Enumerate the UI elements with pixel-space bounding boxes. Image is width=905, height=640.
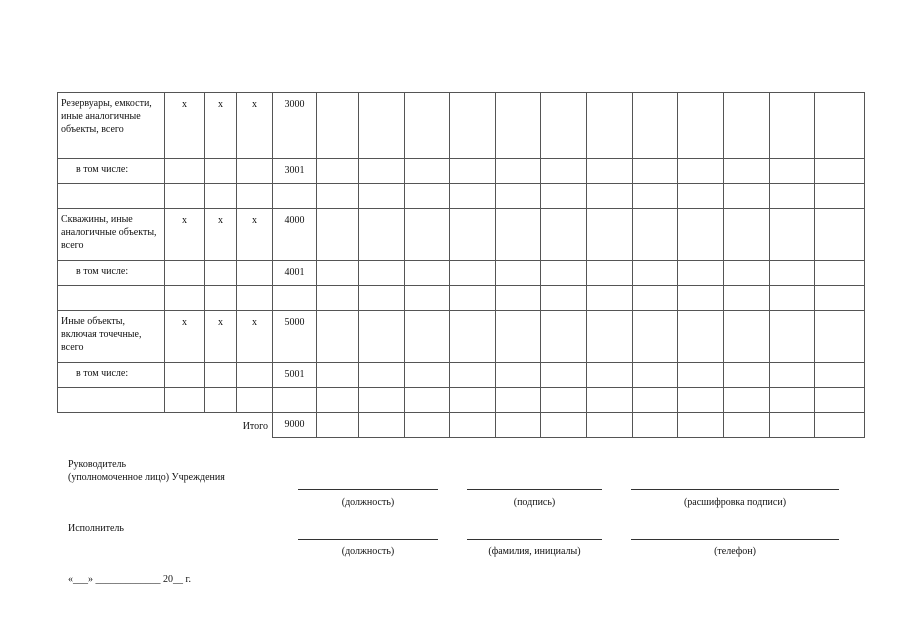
total-code: 9000 xyxy=(273,413,317,438)
input-cell[interactable] xyxy=(633,93,678,159)
input-cell[interactable] xyxy=(237,388,273,413)
head-label-line1: Руководитель xyxy=(68,459,127,470)
input-cell[interactable] xyxy=(633,413,678,438)
input-cell[interactable] xyxy=(770,184,815,209)
input-cell[interactable] xyxy=(496,286,541,311)
input-cell[interactable] xyxy=(815,159,865,184)
input-cell[interactable] xyxy=(165,363,205,388)
input-cell[interactable] xyxy=(633,184,678,209)
table-row xyxy=(58,209,865,261)
input-cell[interactable] xyxy=(678,413,724,438)
input-cell[interactable] xyxy=(165,159,205,184)
input-cell[interactable] xyxy=(317,413,359,438)
table-row xyxy=(58,286,865,311)
input-cell[interactable] xyxy=(405,209,450,261)
input-cell[interactable] xyxy=(724,209,770,261)
input-cell[interactable] xyxy=(450,261,496,286)
input-cell[interactable] xyxy=(450,388,496,413)
input-cell[interactable] xyxy=(633,159,678,184)
input-cell[interactable] xyxy=(633,286,678,311)
input-cell[interactable] xyxy=(496,363,541,388)
input-cell[interactable] xyxy=(541,184,587,209)
input-cell[interactable] xyxy=(587,413,633,438)
table-row xyxy=(58,261,865,286)
input-cell[interactable] xyxy=(237,261,273,286)
input-cell[interactable] xyxy=(317,159,359,184)
input-cell[interactable] xyxy=(205,286,237,311)
signature-decoding-line[interactable] xyxy=(631,489,839,490)
cell-x: x xyxy=(237,209,273,261)
signature-caption: (подпись) xyxy=(513,497,556,508)
input-cell[interactable] xyxy=(678,286,724,311)
cell-x: x xyxy=(205,311,237,363)
cell-x: x xyxy=(237,311,273,363)
head-label-line2: (уполномоченное лицо) Учреждения xyxy=(68,472,225,483)
row-code: 3001 xyxy=(273,159,317,184)
input-cell[interactable] xyxy=(770,388,815,413)
table-row xyxy=(58,363,865,388)
table-row xyxy=(58,93,865,159)
input-cell[interactable] xyxy=(541,388,587,413)
input-cell[interactable] xyxy=(541,93,587,159)
input-cell[interactable] xyxy=(450,363,496,388)
input-cell[interactable] xyxy=(405,261,450,286)
row-code: 3000 xyxy=(273,93,317,159)
row-name xyxy=(58,184,165,209)
input-cell[interactable] xyxy=(317,286,359,311)
input-cell[interactable] xyxy=(205,261,237,286)
input-cell[interactable] xyxy=(815,261,865,286)
input-cell[interactable] xyxy=(205,184,237,209)
input-cell[interactable] xyxy=(359,286,405,311)
input-cell[interactable] xyxy=(724,184,770,209)
input-cell[interactable] xyxy=(273,184,317,209)
input-cell[interactable] xyxy=(678,159,724,184)
total-label: Итого xyxy=(242,421,268,432)
input-cell[interactable] xyxy=(770,159,815,184)
cell-x: x xyxy=(165,93,205,159)
input-cell[interactable] xyxy=(450,311,496,363)
row-name: в том числе: xyxy=(58,159,165,184)
input-cell[interactable] xyxy=(317,209,359,261)
input-cell[interactable] xyxy=(724,286,770,311)
input-cell[interactable] xyxy=(496,184,541,209)
table-row xyxy=(58,311,865,363)
input-cell[interactable] xyxy=(317,311,359,363)
input-cell[interactable] xyxy=(724,388,770,413)
input-cell[interactable] xyxy=(450,184,496,209)
input-cell[interactable] xyxy=(724,93,770,159)
input-cell[interactable] xyxy=(587,363,633,388)
input-cell[interactable] xyxy=(541,261,587,286)
input-cell[interactable] xyxy=(587,286,633,311)
input-cell[interactable] xyxy=(724,261,770,286)
input-cell[interactable] xyxy=(359,93,405,159)
input-cell[interactable] xyxy=(633,363,678,388)
executor-name-caption: (фамилия, инициалы) xyxy=(488,546,581,557)
input-cell[interactable] xyxy=(770,209,815,261)
input-cell[interactable] xyxy=(165,286,205,311)
cell-x: x xyxy=(165,311,205,363)
total-row xyxy=(58,413,865,438)
executor-label: Исполнитель xyxy=(68,523,124,534)
input-cell[interactable] xyxy=(405,388,450,413)
input-cell[interactable] xyxy=(205,363,237,388)
report-table xyxy=(57,92,865,438)
row-name: в том числе: xyxy=(58,363,165,388)
cell-x: x xyxy=(165,209,205,261)
executor-position-line[interactable] xyxy=(298,539,438,540)
input-cell[interactable] xyxy=(633,311,678,363)
input-cell[interactable] xyxy=(450,286,496,311)
input-cell[interactable] xyxy=(541,413,587,438)
input-cell[interactable] xyxy=(450,209,496,261)
input-cell[interactable] xyxy=(815,209,865,261)
executor-position-caption: (должность) xyxy=(341,546,395,557)
input-cell[interactable] xyxy=(450,93,496,159)
input-cell[interactable] xyxy=(587,93,633,159)
input-cell[interactable] xyxy=(496,209,541,261)
position-line[interactable] xyxy=(298,489,438,490)
row-name xyxy=(58,286,165,311)
input-cell[interactable] xyxy=(633,209,678,261)
input-cell[interactable] xyxy=(587,311,633,363)
input-cell[interactable] xyxy=(496,159,541,184)
input-cell[interactable] xyxy=(678,388,724,413)
input-cell[interactable] xyxy=(496,93,541,159)
input-cell[interactable] xyxy=(541,286,587,311)
head-label xyxy=(68,458,225,484)
position-caption: (должность) xyxy=(341,497,395,508)
input-cell[interactable] xyxy=(541,363,587,388)
executor-name-line[interactable] xyxy=(467,539,602,540)
input-cell[interactable] xyxy=(237,159,273,184)
executor-phone-caption: (телефон) xyxy=(714,546,756,557)
row-name xyxy=(58,388,165,413)
input-cell[interactable] xyxy=(770,311,815,363)
table-row xyxy=(58,159,865,184)
input-cell[interactable] xyxy=(165,261,205,286)
row-name: Иные объекты, включая точечные, всего xyxy=(58,311,165,363)
input-cell[interactable] xyxy=(359,311,405,363)
input-cell[interactable] xyxy=(359,261,405,286)
input-cell[interactable] xyxy=(678,184,724,209)
input-cell[interactable] xyxy=(359,388,405,413)
cell-x: x xyxy=(237,93,273,159)
table-row xyxy=(58,388,865,413)
input-cell[interactable] xyxy=(815,413,865,438)
input-cell[interactable] xyxy=(724,159,770,184)
input-cell[interactable] xyxy=(405,363,450,388)
input-cell[interactable] xyxy=(541,311,587,363)
input-cell[interactable] xyxy=(317,184,359,209)
row-code: 5001 xyxy=(273,363,317,388)
row-code: 4001 xyxy=(273,261,317,286)
input-cell[interactable] xyxy=(770,93,815,159)
input-cell[interactable] xyxy=(633,388,678,413)
input-cell[interactable] xyxy=(815,311,865,363)
input-cell[interactable] xyxy=(450,159,496,184)
input-cell[interactable] xyxy=(678,209,724,261)
input-cell[interactable] xyxy=(405,93,450,159)
signature-line[interactable] xyxy=(467,489,602,490)
input-cell[interactable] xyxy=(165,388,205,413)
input-cell[interactable] xyxy=(237,363,273,388)
input-cell[interactable] xyxy=(273,286,317,311)
row-name: Резервуары, емкости, иные аналогичные объекты, всего xyxy=(58,93,165,159)
input-cell[interactable] xyxy=(724,413,770,438)
input-cell[interactable] xyxy=(237,184,273,209)
input-cell[interactable] xyxy=(724,311,770,363)
input-cell[interactable] xyxy=(587,388,633,413)
input-cell[interactable] xyxy=(678,363,724,388)
row-code: 4000 xyxy=(273,209,317,261)
input-cell[interactable] xyxy=(359,184,405,209)
input-cell[interactable] xyxy=(541,209,587,261)
input-cell[interactable] xyxy=(770,363,815,388)
input-cell[interactable] xyxy=(450,413,496,438)
input-cell[interactable] xyxy=(496,413,541,438)
cell-x: x xyxy=(205,93,237,159)
input-cell[interactable] xyxy=(405,413,450,438)
input-cell[interactable] xyxy=(541,159,587,184)
input-cell[interactable] xyxy=(317,261,359,286)
input-cell[interactable] xyxy=(317,363,359,388)
input-cell[interactable] xyxy=(633,261,678,286)
input-cell[interactable] xyxy=(770,286,815,311)
input-cell[interactable] xyxy=(815,388,865,413)
input-cell[interactable] xyxy=(815,93,865,159)
input-cell[interactable] xyxy=(678,93,724,159)
input-cell[interactable] xyxy=(678,311,724,363)
input-cell[interactable] xyxy=(359,209,405,261)
input-cell[interactable] xyxy=(237,286,273,311)
input-cell[interactable] xyxy=(317,388,359,413)
input-cell[interactable] xyxy=(770,413,815,438)
row-name: Скважины, иные аналогичные объекты, всего xyxy=(58,209,165,261)
executor-phone-line[interactable] xyxy=(631,539,839,540)
input-cell[interactable] xyxy=(165,184,205,209)
signature-decoding-caption: (расшифровка подписи) xyxy=(683,497,787,508)
input-cell[interactable] xyxy=(587,209,633,261)
input-cell[interactable] xyxy=(724,363,770,388)
input-cell[interactable] xyxy=(317,93,359,159)
input-cell[interactable] xyxy=(815,184,865,209)
input-cell[interactable] xyxy=(815,286,865,311)
input-cell[interactable] xyxy=(587,159,633,184)
input-cell[interactable] xyxy=(587,184,633,209)
input-cell[interactable] xyxy=(405,286,450,311)
input-cell[interactable] xyxy=(405,311,450,363)
input-cell[interactable] xyxy=(359,159,405,184)
input-cell[interactable] xyxy=(587,261,633,286)
row-code: 5000 xyxy=(273,311,317,363)
input-cell[interactable] xyxy=(359,413,405,438)
input-cell[interactable] xyxy=(496,388,541,413)
table-row xyxy=(58,184,865,209)
input-cell[interactable] xyxy=(205,159,237,184)
input-cell[interactable] xyxy=(405,184,450,209)
input-cell[interactable] xyxy=(405,159,450,184)
date-field[interactable]: «___» _____________ 20__ г. xyxy=(68,574,191,585)
input-cell[interactable] xyxy=(815,363,865,388)
input-cell[interactable] xyxy=(359,363,405,388)
row-name: в том числе: xyxy=(58,261,165,286)
input-cell[interactable] xyxy=(770,261,815,286)
input-cell[interactable] xyxy=(496,311,541,363)
input-cell[interactable] xyxy=(678,261,724,286)
input-cell[interactable] xyxy=(273,388,317,413)
input-cell[interactable] xyxy=(205,388,237,413)
cell-x: x xyxy=(205,209,237,261)
input-cell[interactable] xyxy=(496,261,541,286)
